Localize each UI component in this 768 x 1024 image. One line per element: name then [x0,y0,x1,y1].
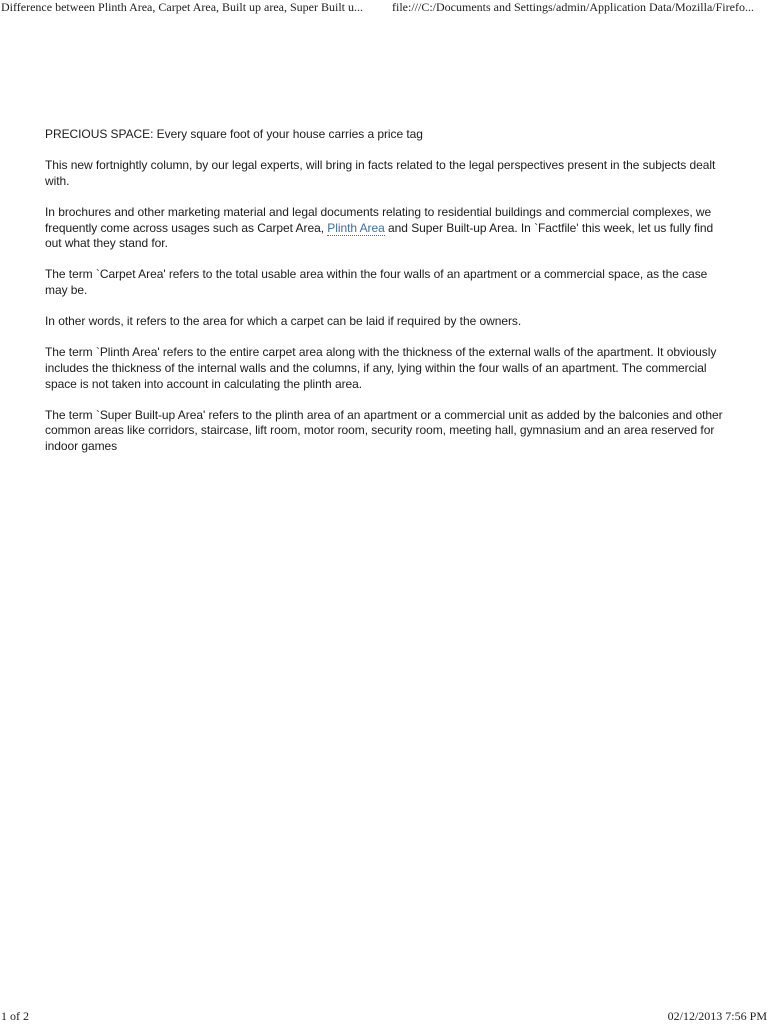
page-number: 1 of 2 [1,1009,29,1023]
paragraph-plinth-area: The term `Plinth Area' refers to the entire carpet area along with the thickness of the external walls of the apartment. It obviously includes the thickness of the internal walls and the columns, if any, lying within the four walls of an apartment. The commercial space is not taken into account in calculating the plinth area. [45,345,717,391]
article-headline: PRECIOUS SPACE: Every square foot of your house carries a price tag [45,127,423,141]
plinth-area-link[interactable]: Plinth Area [327,220,385,235]
paragraph-usages-text-after: and Super Built-up Area. In `Factfile' this week, let us fully find out what they stand for. [45,220,714,251]
paragraph-usages [45,205,725,252]
page-url: file:///C:/Documents and Settings/admin/Application Data/Mozilla/Firefo... [392,0,754,14]
page-title: Difference between Plinth Area, Carpet Area, Built up area, Super Built u... [1,0,364,14]
paragraph-carpet-area: The term `Carpet Area' refers to the total usable area within the four walls of an apartment or a commercial space, as the case may be. [45,267,708,297]
paragraph-usages-text-before: In brochures and other marketing material and legal documents relating to residential buildings and commercial complexes, we frequently come across usages such as Carpet Area, [45,204,712,235]
print-footer [0,1009,768,1024]
print-datetime: 02/12/2013 7:56 PM [667,1009,767,1023]
paragraph-super-built-up: The term `Super Built-up Area' refers to the plinth area of an apartment or a commercial unit as added by the balconies and other common areas like corridors, staircase, lift room, motor room, security room, meeting hall, gymnasium and an area reserved for indoor games [45,407,723,453]
paragraph-intro: This new fortnightly column, by our legal experts, will bring in facts related to the legal perspectives present in the subjects dealt with. [45,158,716,188]
paragraph-other-words: In other words, it refers to the area for which a carpet can be laid if required by the owners. [45,314,522,329]
print-header [0,0,768,18]
article-body [45,127,725,470]
